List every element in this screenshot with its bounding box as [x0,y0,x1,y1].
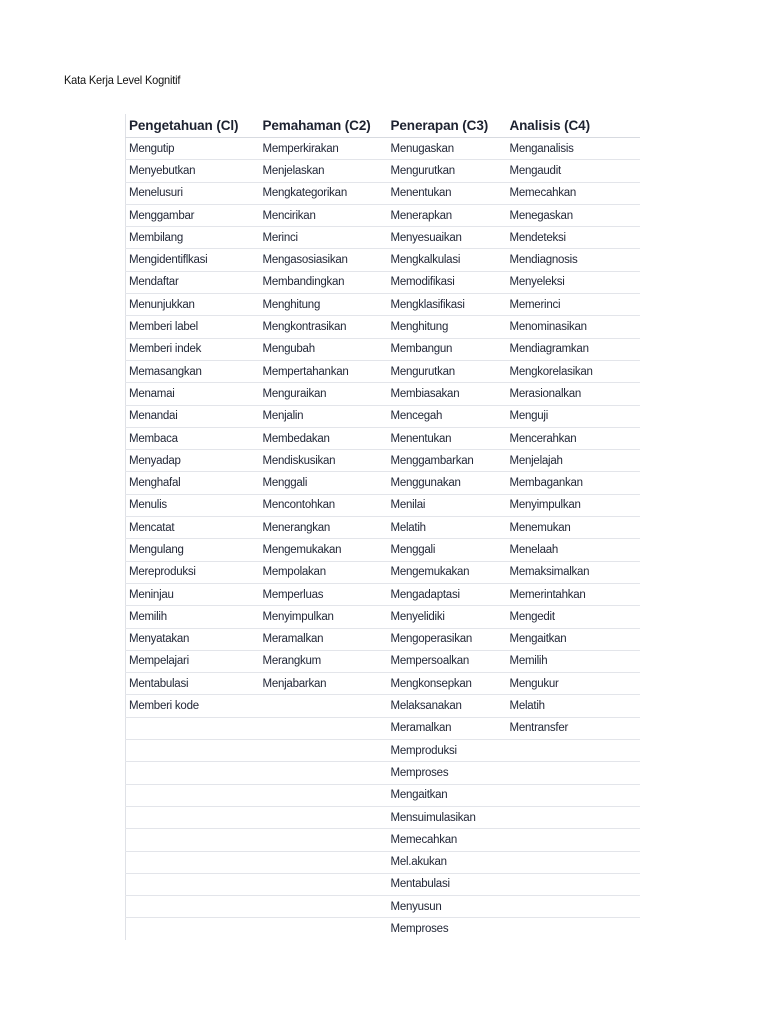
table-cell [126,784,260,806]
table-cell: Mengkonsepkan [388,673,507,695]
table-cell: Memilih [507,650,640,672]
table-cell [260,784,388,806]
table-row [126,762,640,784]
table-cell: Menghafal [126,472,260,494]
table-cell: Memperluas [260,583,388,605]
table-cell: Mempertahankan [260,360,388,382]
table-row [126,204,640,226]
table-cell [507,740,640,762]
table-header [126,114,640,138]
table-cell: Menggali [388,539,507,561]
table-cell: Menyusun [388,896,507,918]
table-cell [507,896,640,918]
table-cell: Menyimpulkan [260,606,388,628]
table-cell: Melatih [388,517,507,539]
table-cell: Mengukur [507,673,640,695]
table-cell: Mengedit [507,606,640,628]
table-row [126,873,640,895]
table-cell [507,784,640,806]
table-cell: Menghitung [260,294,388,316]
table-cell: Menjelajah [507,450,640,472]
table-row [126,784,640,806]
table-cell: Mengkorelasikan [507,360,640,382]
table-cell: Memproses [388,762,507,784]
header-row [126,114,640,138]
table-cell: Mencerahkan [507,427,640,449]
table-cell: Mentransfer [507,717,640,739]
table-row [126,673,640,695]
table-row [126,717,640,739]
table-cell: Mengaitkan [507,628,640,650]
table-cell: Menelaah [507,539,640,561]
table-cell: Menyebutkan [126,160,260,182]
table-row [126,561,640,583]
table-cell: Menerapkan [388,204,507,226]
table-cell: Mengemukakan [388,561,507,583]
table-row [126,472,640,494]
table-cell: Menghitung [388,316,507,338]
table-cell: Menyatakan [126,628,260,650]
table-row [126,294,640,316]
table-cell [126,896,260,918]
table-cell: Memerintahkan [507,583,640,605]
table-cell: Menyadap [126,450,260,472]
table-cell: Mempersoalkan [388,650,507,672]
table-cell [507,873,640,895]
table-cell: Mempolakan [260,561,388,583]
header-pemahaman-c2: Pemahaman (C2) [260,114,388,138]
table-cell: Melaksanakan [388,695,507,717]
table-cell: Membaca [126,427,260,449]
table-cell: Mengurutkan [388,160,507,182]
table-cell: Memperkirakan [260,138,388,160]
table-cell [126,762,260,784]
table-cell: Menentukan [388,182,507,204]
table-cell: Menulis [126,494,260,516]
table-row [126,427,640,449]
table-cell: Memecahkan [388,829,507,851]
table-cell: Menyeleksi [507,271,640,293]
table-cell: Menguji [507,405,640,427]
table-row [126,494,640,516]
table-cell [260,896,388,918]
table-row [126,851,640,873]
table-cell: Melatih [507,695,640,717]
table-cell: Membedakan [260,427,388,449]
table-row [126,896,640,918]
table-cell: Memaksimalkan [507,561,640,583]
table-cell: Menjalin [260,405,388,427]
table-cell: Mendiagnosis [507,249,640,271]
table-cell: Mengurutkan [388,360,507,382]
table-cell: Mempelajari [126,650,260,672]
table-cell: Mentabulasi [126,673,260,695]
table-cell: Mentabulasi [388,873,507,895]
table-cell: Mengubah [260,338,388,360]
table-cell: Meramalkan [388,717,507,739]
table-cell: Menandai [126,405,260,427]
table-cell: Mereproduksi [126,561,260,583]
table-cell: Mengkalkulasi [388,249,507,271]
table-cell: Meninjau [126,583,260,605]
document-title: Kata Kerja Level Kognitif [64,73,181,87]
table-row [126,405,640,427]
table-cell [126,740,260,762]
table-body [126,138,640,940]
table-cell: Meramalkan [260,628,388,650]
table-cell: Menggambarkan [388,450,507,472]
table-cell: Memerinci [507,294,640,316]
table-cell [507,918,640,940]
table-cell: Memasangkan [126,360,260,382]
table-cell: Mendaftar [126,271,260,293]
table-cell: Menjelaskan [260,160,388,182]
table-cell: Menominasikan [507,316,640,338]
table-cell: Merasionalkan [507,383,640,405]
table-cell: Membangun [388,338,507,360]
cognitive-verbs-table [125,114,640,940]
table-cell: Mengemukakan [260,539,388,561]
table-cell: Memilih [126,606,260,628]
table-cell: Mengadaptasi [388,583,507,605]
table-cell [126,717,260,739]
table-cell: Menyelidiki [388,606,507,628]
table-cell: Menganalisis [507,138,640,160]
table-row [126,650,640,672]
table-row [126,806,640,828]
table-cell: Memproses [390,923,449,936]
table-cell: Menegaskan [507,204,640,226]
table-row [126,316,640,338]
table-cell [260,918,388,940]
table-row [126,360,640,382]
table-cell: Mencegah [388,405,507,427]
table-cell: Mensuimulasikan [388,806,507,828]
table-cell: Membagankan [507,472,640,494]
table-cell [126,829,260,851]
table-cell: Mengoperasikan [388,628,507,650]
table-row [126,338,640,360]
table-cell: Memecahkan [507,182,640,204]
table-cell: Mencontohkan [260,494,388,516]
table-row [126,918,640,940]
table-cell [126,806,260,828]
table-cell: Memberi label [126,316,260,338]
table-row [126,695,640,717]
table-cell: Menggali [260,472,388,494]
table-cell: Mencirikan [260,204,388,226]
table-cell: Menerangkan [260,517,388,539]
table-row [126,628,640,650]
table-cell: Mel.akukan [388,851,507,873]
table-cell [260,806,388,828]
table-cell: Menunjukkan [126,294,260,316]
table-row [126,249,640,271]
table-row [126,271,640,293]
table-cell: Mengkategorikan [260,182,388,204]
table-cell: Menilai [388,494,507,516]
table-cell [507,829,640,851]
table-cell: Mengasosiasikan [260,249,388,271]
table-cell: Mengulang [126,539,260,561]
table-cell: Menggunakan [388,472,507,494]
table-cell [126,918,260,940]
table-cell: Menyesuaikan [388,227,507,249]
table-cell: Menguraikan [260,383,388,405]
table-cell [260,717,388,739]
table-cell: Membandingkan [260,271,388,293]
table-cell: Menentukan [388,427,507,449]
table-cell: Menelusuri [126,182,260,204]
table-cell: Membilang [126,227,260,249]
table-cell [260,829,388,851]
table-row [126,606,640,628]
table-row [126,583,640,605]
table-cell: Memproduksi [388,740,507,762]
table-row [126,227,640,249]
table-cell [126,873,260,895]
table-cell [260,762,388,784]
table-row [126,383,640,405]
table-cell: Mendiagramkan [507,338,640,360]
table-cell: Menugaskan [388,138,507,160]
table-row [126,829,640,851]
table-cell: Menggambar [126,204,260,226]
table-row [126,539,640,561]
table-cell [260,695,388,717]
table-cell: Menyimpulkan [507,494,640,516]
table-cell: Memberi indek [126,338,260,360]
table-cell: Menjabarkan [260,673,388,695]
header-penerapan-c3: Penerapan (C3) [388,114,507,138]
table-cell [507,762,640,784]
table-cell: Membiasakan [388,383,507,405]
header-pengetahuan-c1: Pengetahuan (Cl) [126,114,260,138]
table-cell [260,740,388,762]
table-row [126,740,640,762]
table-row [126,182,640,204]
table-cell: Menemukan [507,517,640,539]
table-cell: Menamai [126,383,260,405]
table-cell: Mendeteksi [507,227,640,249]
table-row [126,517,640,539]
table-cell: Mengkontrasikan [260,316,388,338]
table-cell: Mengaitkan [388,784,507,806]
table-cell: Mengidentiflkasi [126,249,260,271]
table-row [126,450,640,472]
table-cell [260,851,388,873]
table-cell [260,873,388,895]
table-cell: Mengutip [126,138,260,160]
header-analisis-c4: Analisis (C4) [507,114,640,138]
table-cell [126,851,260,873]
table-cell: Mencatat [126,517,260,539]
table-cell: Memodifikasi [388,271,507,293]
table-cell: Mengklasifikasi [388,294,507,316]
table-cell: Mengaudit [507,160,640,182]
table-cell: Memberi kode [126,695,260,717]
table-cell [507,806,640,828]
table-cell: Merangkum [260,650,388,672]
table-cell [507,851,640,873]
table-row [126,138,640,160]
table-cell: Mendiskusikan [260,450,388,472]
table-row [126,160,640,182]
table-cell: Merinci [260,227,388,249]
